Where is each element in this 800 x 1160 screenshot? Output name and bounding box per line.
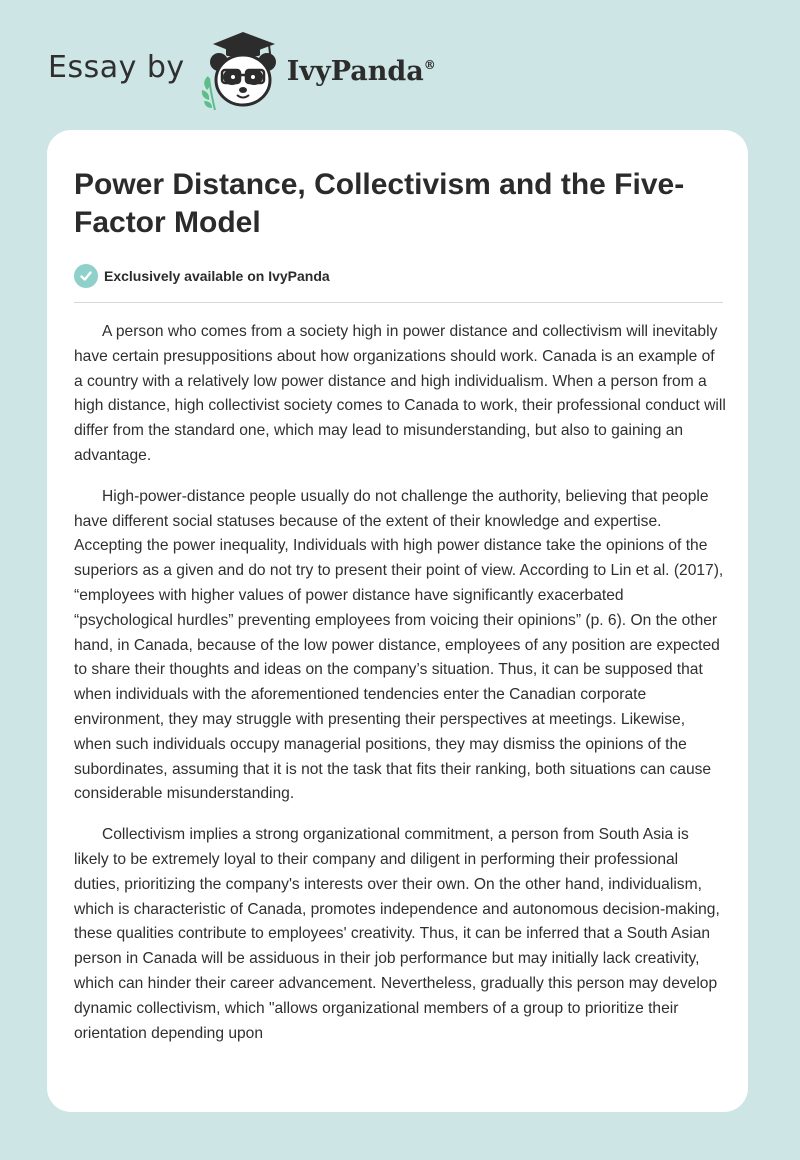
exclusive-label: Exclusively available on IvyPanda [104,268,330,284]
brand-name[interactable] [287,56,436,87]
essay-body [74,320,726,1062]
divider [74,302,723,303]
site-header [48,28,436,110]
essay-card [47,130,748,1112]
paragraph: High-power-distance people usually do not challenge the authority, believing that people have different social statuses because of the extent of their knowledge and expertise. Accepting the power inequality, Individuals with high power distance take the opinions of the superiors as a given and do not try to present their point of view. According to Lin et al. (2017), “employees with higher values of power distance have significantly exacerbated “psychological hurdles” preventing employees from voicing their opinions” (p. 6). On the other hand, in Canada, because of the low power distance, employees of any position are expected to share their thoughts and ideas on the company’s situation. Thus, it can be supposed that when individuals with the aforementioned tendencies enter the Canadian corporate environment, they may struggle with presenting their perspectives at meetings. Likewise, when such individuals occupy managerial positions, they may dismiss the opinions of the subordinates, assuming that it is not the task that fits their ranking, both situations can cause considerable misunderstanding. [74,487,724,803]
registered-mark: ® [423,57,436,72]
essay-by-label: Essay by [48,49,185,85]
exclusive-badge [74,264,330,288]
brand-text[interactable]: IvyPanda [286,55,424,87]
page-title: Power Distance, Collectivism and the Five-Factor Model [74,168,685,239]
paragraph: Collectivism implies a strong organizational commitment, a person from South Asia is likely to be extremely loyal to their company and diligent in performing their professional duties, prioritizing the company's interests over their own. On the other hand, individualism, which is characteristic of Canada, promotes independence and autonomous decision-making, these qualities contribute to employees' creativity. Thus, it can be inferred that a South Asian person in Canada will be assiduous in their job performance but may initially lack creativity, which can hinder their career advancement. Nevertheless, gradually this person may develop dynamic collectivism, which "allows organizational members of a group to prioritize their orientation depending upon [74,826,720,1042]
panda-logo-icon[interactable] [199,28,283,110]
checkmark-icon [74,264,98,288]
paragraph: A person who comes from a society high in power distance and collectivism will inevitably have certain presuppositions about how organizations should work. Canada is an example of a country with a relatively low power distance and high individualism. When a person from a high distance, high collectivist society comes to Canada to work, their professional conduct will differ from the standard one, which may lead to misunderstanding, but also to gaining an advantage. [74,323,726,464]
